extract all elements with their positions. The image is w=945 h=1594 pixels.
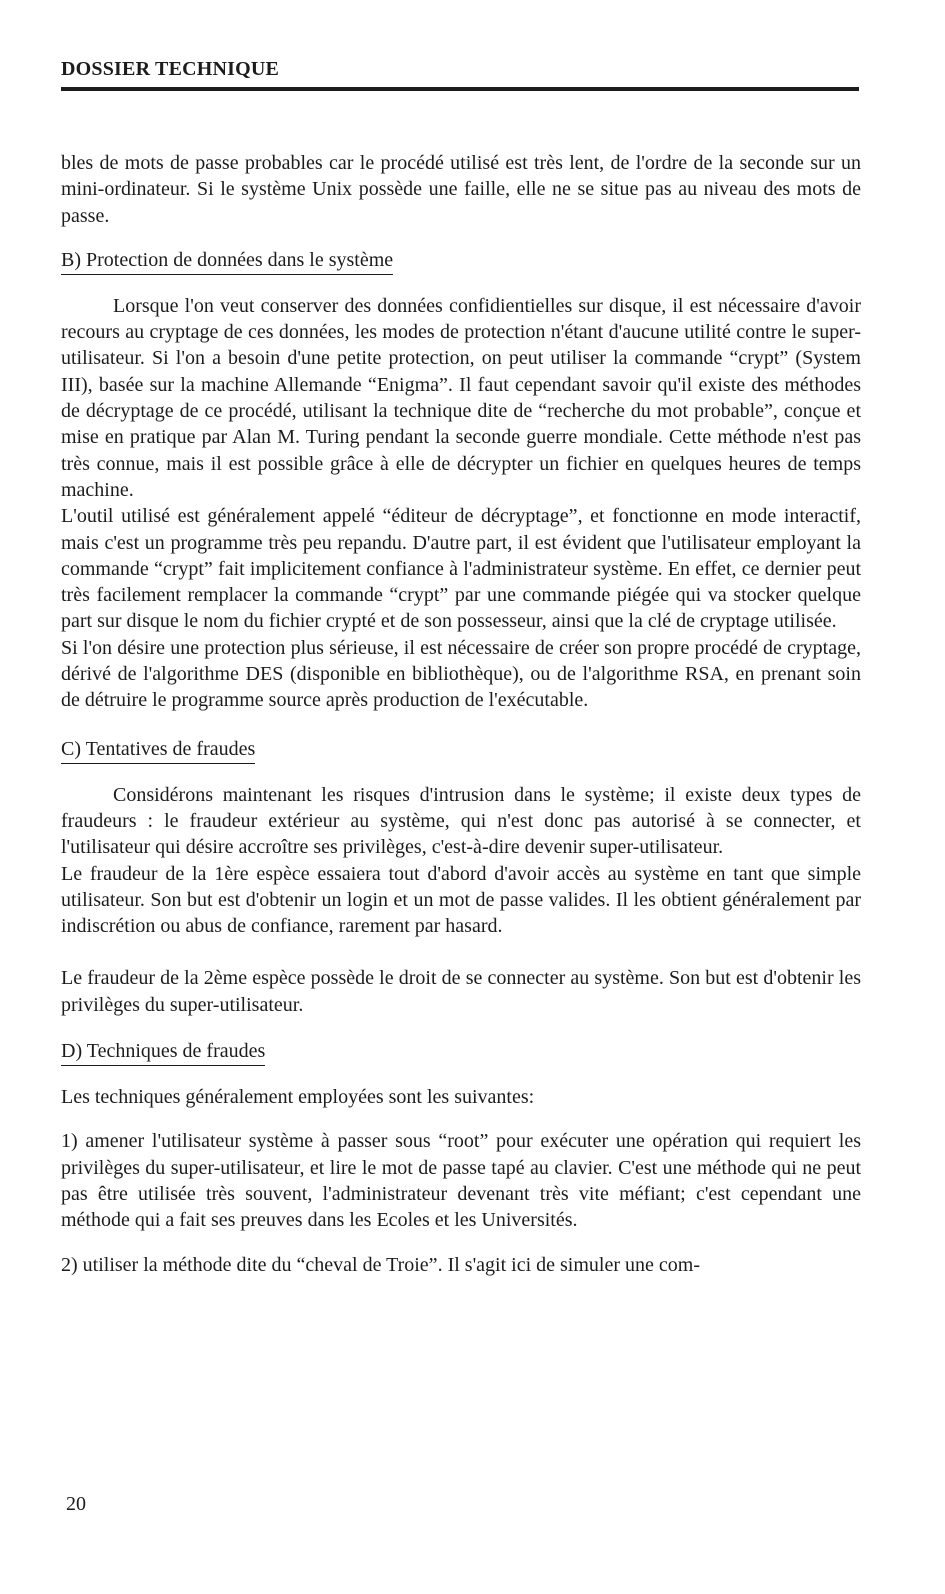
- document-body: [61, 150, 861, 1278]
- section-b-paragraph-2: L'outil utilisé est généralement appelé “éditeur de décryptage”, et fonctionne en mode interactif, mais c'est un programme très peu repandu. D'autre part, il est évident que l'utilisateur employant la commande “crypt” fait implicitement confiance à l'administrateur système. En effet, ce dernier peut très facilement remplacer la commande “crypt” par une commande piégée qui va stocker quelque part sur disque le nom du fichier crypté et de son possesseur, ainsi que la clé de cryptage utilisée.: [61, 505, 861, 633]
- section-c-paragraph-1: Considérons maintenant les risques d'intrusion dans le système; il existe deux types de fraudeurs : le fraudeur extérieur au système, qui n'est donc pas autorisé à se connecter, et l'utilisateur qui désire accroître ses privilèges, c'est-à-dire devenir super-utilisateur.: [61, 783, 861, 859]
- section-b-paragraph-1: Lorsque l'on veut conserver des données confidientielles sur disque, il est nécessaire d'avoir recours au cryptage de ces données, les modes de protection n'étant d'aucune utilité contre le super-utilisateur. Si l'on a besoin d'une petite protection, on peut utiliser la commande “crypt” (System III), basée sur la machine Allemande “Enigma”. Il faut cependant savoir qu'il existe des méthodes de décryptage de ce procédé, utilisant la technique dite de “recherche du mot probable”, conçue et mise en pratique par Alan M. Turing pendant la seconde guerre mondiale. Cette méthode n'est pas très connue, mais il est possible grâce à elle de décrypter un fichier en quelques heures de temps machine.: [61, 294, 861, 501]
- running-header: DOSSIER TECHNIQUE: [61, 58, 280, 80]
- section-b-heading: B) Protection de données dans le système: [61, 247, 393, 275]
- section-c-paragraph-3: Le fraudeur de la 2ème espèce possède le droit de se connecter au système. Son but est d'obtenir les privilèges du super-utilisateur.: [61, 967, 861, 1016]
- header-rule: [61, 87, 859, 91]
- page-number: 20: [66, 1493, 86, 1515]
- section-d-heading: D) Techniques de fraudes: [61, 1038, 265, 1066]
- section-b-paragraph-3: Si l'on désire une protection plus sérieuse, il est nécessaire de créer son propre procédé de cryptage, dérivé de l'algorithme DES (disponible en bibliothèque), ou de l'algorithme RSA, en prenant soin de détruire le programme source après production de l'exécutable.: [61, 636, 861, 712]
- section-d-item-1: 1) amener l'utilisateur système à passer sous “root” pour exécuter une opération qui requiert les privilèges du super-utilisateur, et lire le mot de passe tapé au clavier. C'est une méthode qui ne peut pas être utilisée très souvent, l'administrateur devenant très vite méfiant; c'est cependant une méthode qui a fait ses preuves dans les Ecoles et les Universités.: [61, 1130, 861, 1232]
- section-d-paragraph-1: Les techniques généralement employées sont les suivantes:: [61, 1086, 535, 1109]
- section-d-item-2: 2) utiliser la méthode dite du “cheval de Troie”. Il s'agit ici de simuler une com-: [61, 1253, 700, 1276]
- intro-paragraph: bles de mots de passe probables car le procédé utilisé est très lent, de l'ordre de la seconde sur un mini-ordinateur. Si le système Unix possède une faille, elle ne se situe pas au niveau des mots de passe.: [61, 152, 861, 227]
- section-c-heading: C) Tentatives de fraudes: [61, 736, 255, 764]
- section-c-paragraph-2: Le fraudeur de la 1ère espèce essaiera tout d'abord d'avoir accès au système en tant que simple utilisateur. Son but est d'obtenir un login et un mot de passe valides. Il les obtient généralement par indiscrétion ou abus de confiance, rarement par hasard.: [61, 862, 861, 938]
